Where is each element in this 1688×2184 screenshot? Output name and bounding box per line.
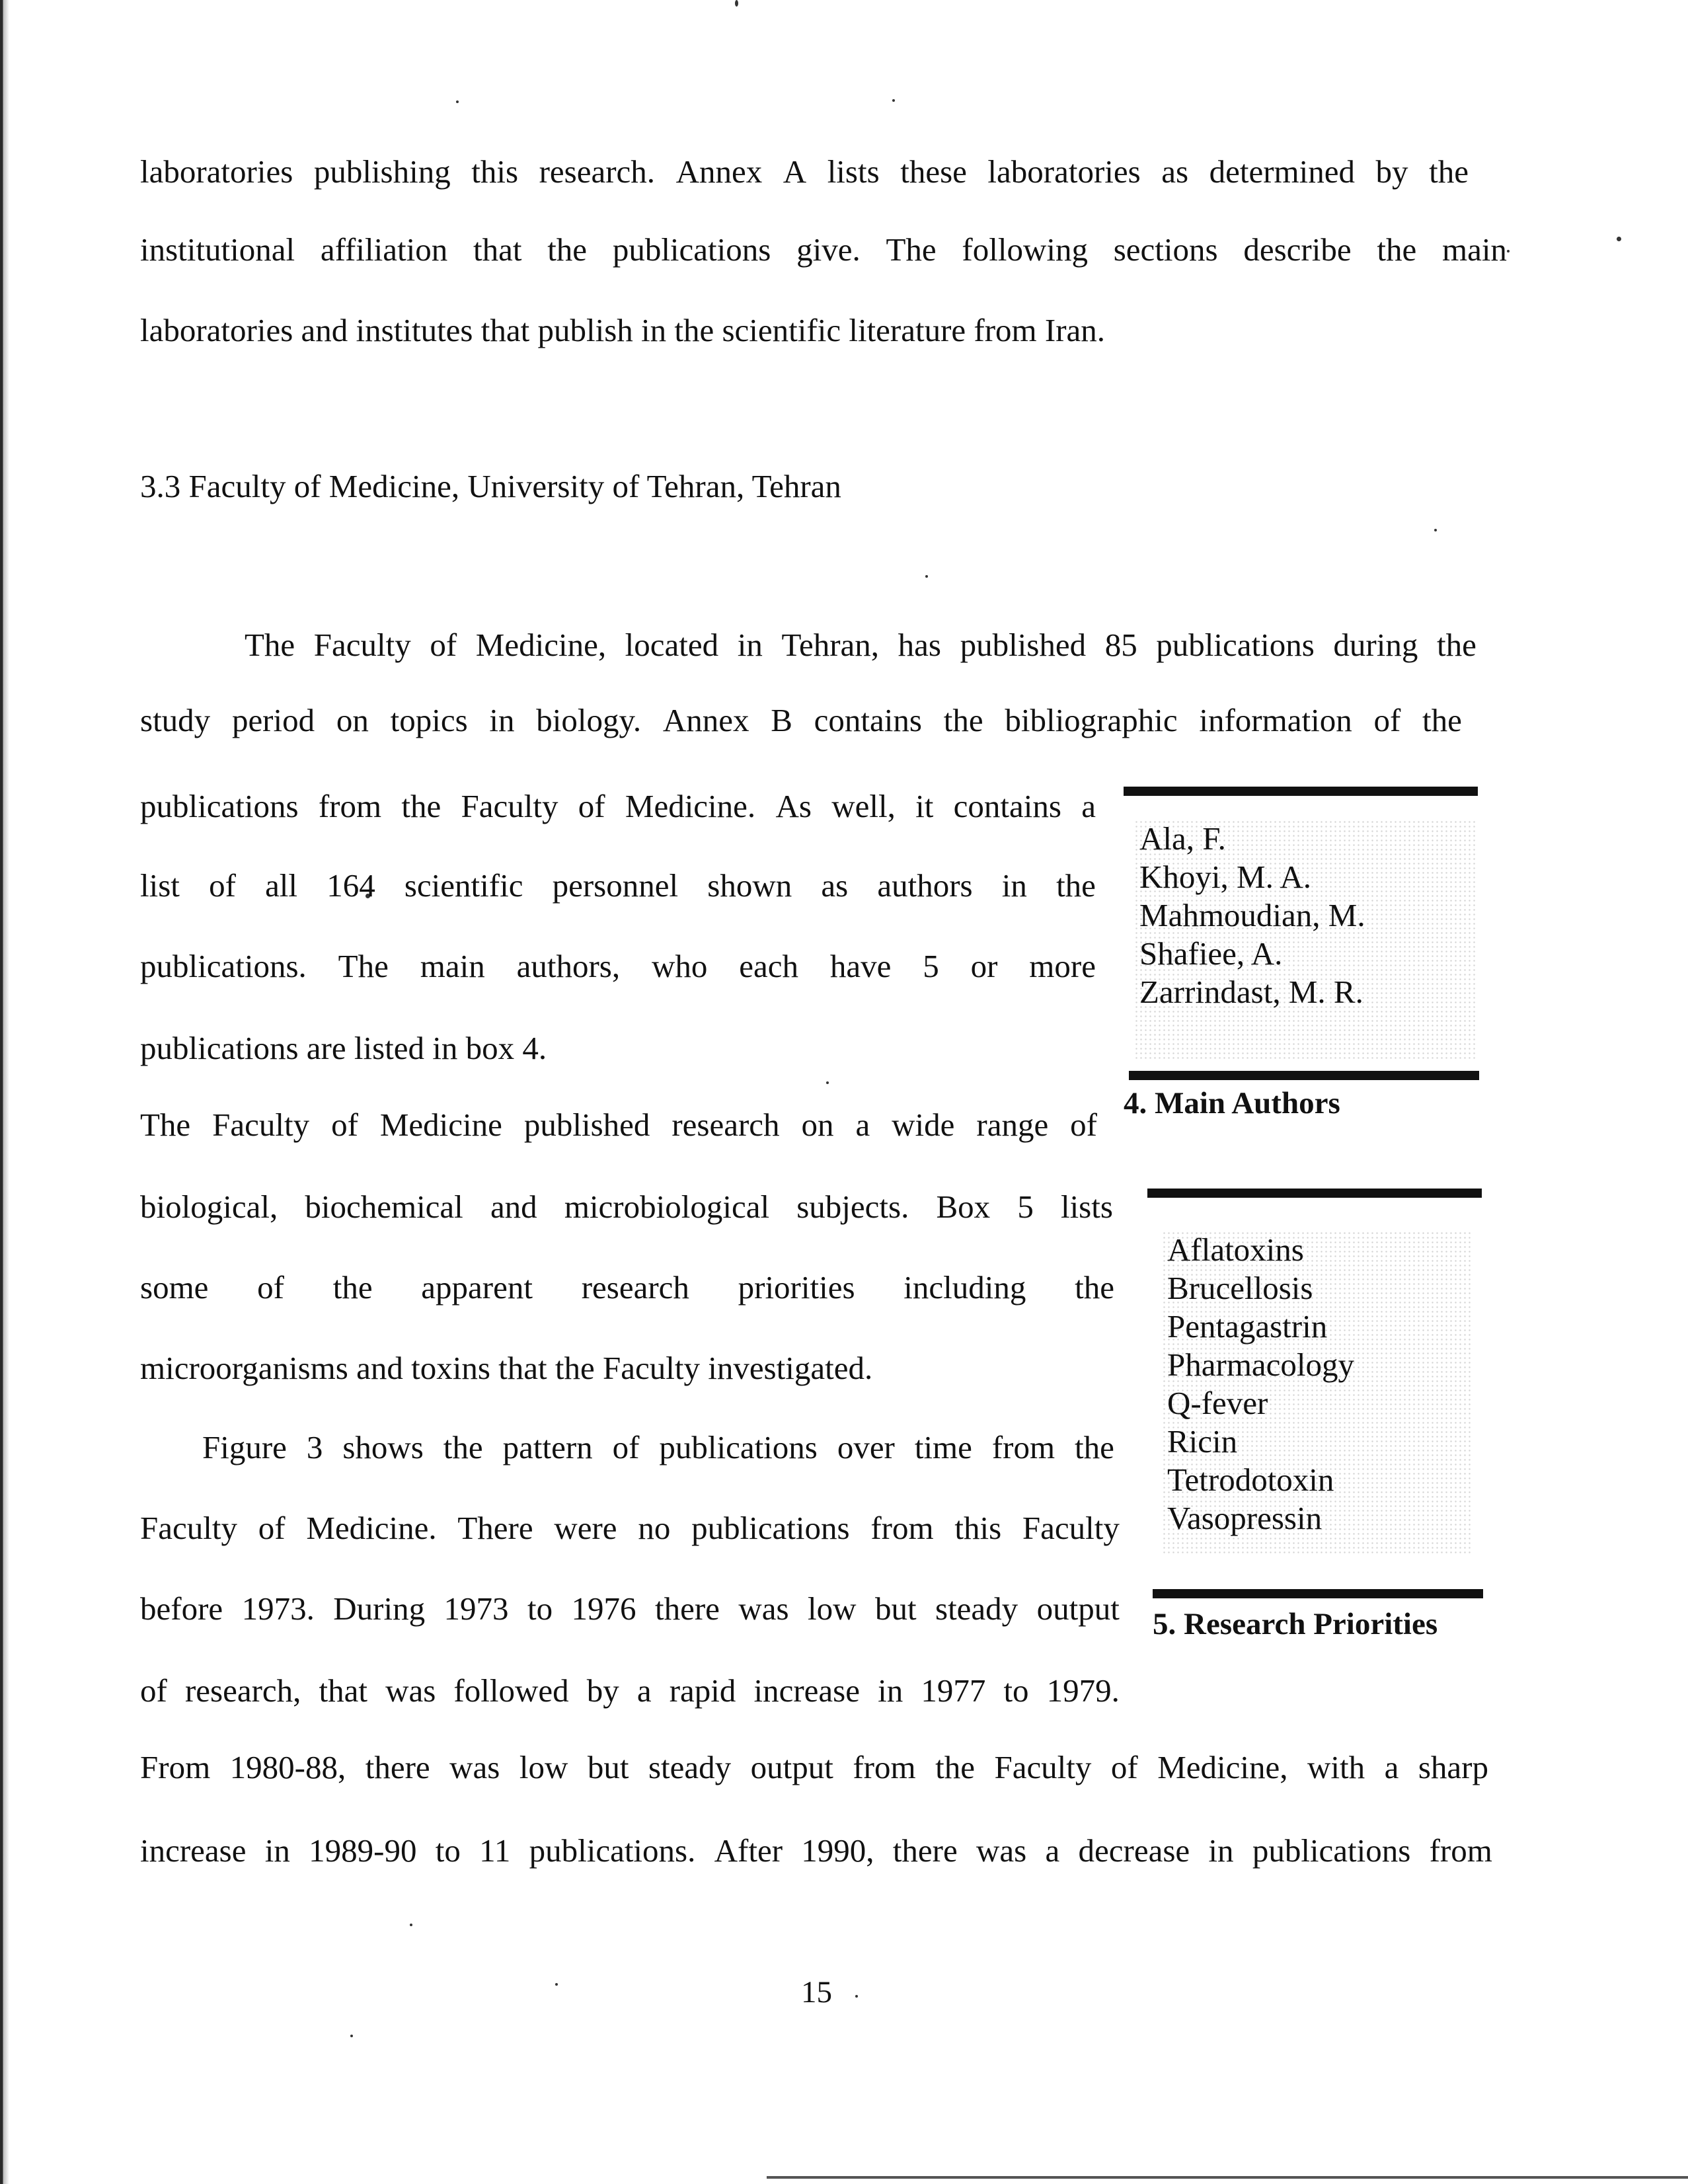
word: as — [821, 867, 849, 904]
word: these — [900, 153, 967, 190]
word: publications. — [529, 1832, 696, 1869]
word: a — [1045, 1832, 1060, 1869]
word: contains — [953, 788, 1061, 824]
word: the — [1436, 627, 1477, 663]
word: the — [332, 1269, 373, 1306]
list-item: Vasopressin — [1167, 1500, 1323, 1536]
word: publications — [612, 231, 771, 268]
word: information — [1199, 702, 1352, 738]
word: priorities — [738, 1269, 855, 1306]
word: research — [671, 1107, 780, 1143]
body-line — [140, 1105, 1097, 1145]
body-line — [140, 1187, 1113, 1227]
word: it — [915, 788, 934, 824]
word: laboratories — [987, 153, 1141, 190]
scan-bottom-edge — [767, 2176, 1688, 2179]
word: output — [1036, 1590, 1120, 1627]
scan-speck — [456, 100, 459, 103]
word: 1979. — [1046, 1672, 1120, 1709]
list-item: Pharmacology — [1167, 1346, 1355, 1383]
word: the — [943, 702, 983, 738]
word: 1980-88, — [229, 1749, 346, 1785]
word: steady — [648, 1749, 732, 1785]
word: but — [874, 1590, 917, 1627]
scan-left-edge — [0, 0, 9, 2184]
body-line: publications are listed in box 4. — [140, 1030, 547, 1066]
word: Annex — [675, 153, 763, 190]
word: Faculty — [1022, 1510, 1120, 1546]
word: of — [331, 1107, 358, 1143]
word: publications — [659, 1429, 818, 1465]
word: of — [578, 788, 605, 824]
word: located — [625, 627, 719, 663]
word: in — [264, 1832, 290, 1869]
word: publications — [691, 1510, 850, 1546]
body-line — [245, 625, 1477, 665]
scan-speck — [1617, 237, 1621, 241]
word: output — [750, 1749, 833, 1785]
list-item: Shafiee, A. — [1139, 935, 1283, 972]
word: main — [420, 948, 485, 984]
word: A — [783, 153, 807, 190]
word: by — [586, 1672, 619, 1709]
word: give. — [796, 231, 861, 268]
word: 1973 — [443, 1590, 509, 1627]
word: was — [385, 1672, 436, 1709]
word: following — [962, 231, 1088, 268]
body-line — [140, 1508, 1120, 1548]
word: biology. — [536, 702, 642, 738]
word: publishing — [313, 153, 451, 190]
word: low — [519, 1749, 568, 1785]
word: study — [140, 702, 211, 738]
word: publications. — [140, 948, 307, 984]
word: from — [853, 1749, 916, 1785]
word: the — [935, 1749, 975, 1785]
word: the — [401, 788, 441, 824]
word: the — [1429, 153, 1469, 190]
scan-speck — [735, 0, 738, 7]
body-line — [140, 866, 1096, 906]
scan-speck — [555, 1983, 558, 1986]
word: to — [527, 1590, 553, 1627]
word: this — [471, 153, 519, 190]
word: to — [435, 1832, 461, 1869]
word: wide — [892, 1107, 955, 1143]
word: There — [457, 1510, 533, 1546]
word: research — [581, 1269, 689, 1306]
word: 1989-90 — [309, 1832, 417, 1869]
word: of — [612, 1429, 640, 1465]
list-item: Tetrodotoxin — [1167, 1462, 1334, 1498]
word: apparent — [421, 1269, 533, 1306]
word: a — [1081, 788, 1096, 824]
word: pattern — [502, 1429, 593, 1465]
body-line — [140, 1268, 1114, 1307]
word: more — [1029, 948, 1096, 984]
word: Faculty — [212, 1107, 310, 1143]
word: decrease — [1078, 1832, 1190, 1869]
word: lists — [1060, 1189, 1113, 1225]
word: authors, — [516, 948, 621, 984]
word: over — [837, 1429, 895, 1465]
box-caption: 4. Main Authors — [1124, 1086, 1340, 1120]
word: who — [651, 948, 708, 984]
word: Annex — [662, 702, 749, 738]
word: subjects. — [796, 1189, 909, 1225]
page-number: 15 — [801, 1975, 832, 2009]
word: the — [1056, 867, 1096, 904]
word: authors — [877, 867, 973, 904]
word: in — [737, 627, 763, 663]
word: The — [338, 948, 389, 984]
word: 11 — [479, 1832, 511, 1869]
scan-speck — [1507, 250, 1510, 253]
word: followed — [453, 1672, 569, 1709]
word: Box — [936, 1189, 991, 1225]
word: during — [1333, 627, 1418, 663]
word: was — [449, 1749, 500, 1785]
box-top-rule — [1147, 1189, 1482, 1198]
box-caption: 5. Research Priorities — [1153, 1607, 1438, 1641]
word: Medicine. — [306, 1510, 437, 1546]
list-item: Ricin — [1167, 1423, 1238, 1460]
body-line: microorganisms and toxins that the Faculty investigated. — [140, 1350, 873, 1386]
word: some — [140, 1269, 209, 1306]
word: topics — [390, 702, 468, 738]
word: with — [1307, 1749, 1365, 1785]
body-line — [202, 1428, 1114, 1467]
word: has — [898, 627, 941, 663]
word: a — [1384, 1749, 1399, 1785]
word: increase — [753, 1672, 860, 1709]
word: 164 — [326, 867, 375, 904]
body-line — [140, 787, 1096, 826]
word: Medicine — [379, 1107, 502, 1143]
word: bibliographic — [1005, 702, 1178, 738]
word: 85 — [1104, 627, 1137, 663]
word: Faculty — [313, 627, 411, 663]
intro-line: laboratories and institutes that publish in the scientific literature from Iran. — [140, 312, 1106, 348]
word: by — [1375, 153, 1408, 190]
word: biochemical — [305, 1189, 463, 1225]
scan-speck — [855, 1995, 858, 1998]
word: was — [976, 1832, 1027, 1869]
word: in — [1001, 867, 1027, 904]
word: from — [991, 1429, 1055, 1465]
word: of — [1373, 702, 1401, 738]
word: biological, — [140, 1189, 278, 1225]
word: as — [1161, 153, 1189, 190]
scan-speck — [410, 1924, 412, 1926]
intro-line — [140, 230, 1507, 270]
word: each — [739, 948, 798, 984]
word: Faculty — [140, 1510, 237, 1546]
word: sharp — [1418, 1749, 1488, 1785]
word: in — [1208, 1832, 1234, 1869]
word: of — [1110, 1749, 1138, 1785]
word: Faculty — [461, 788, 558, 824]
list-item: Zarrindast, M. R. — [1139, 974, 1363, 1010]
word: the — [443, 1429, 483, 1465]
word: describe — [1243, 231, 1352, 268]
word: steady — [935, 1590, 1018, 1627]
word: time — [914, 1429, 972, 1465]
intro-line — [140, 152, 1469, 192]
word: on — [336, 702, 369, 738]
word: in — [489, 702, 515, 738]
word: there — [365, 1749, 430, 1785]
priority-list — [1162, 1231, 1473, 1556]
word: The — [886, 231, 937, 268]
word: determined — [1209, 153, 1356, 190]
word: there — [654, 1590, 720, 1627]
word: the — [547, 231, 588, 268]
author-list — [1134, 820, 1478, 1059]
word: and — [490, 1189, 537, 1225]
word: 1990, — [801, 1832, 874, 1869]
word: The — [245, 627, 295, 663]
word: publications — [140, 788, 299, 824]
word: personnel — [552, 867, 679, 904]
word: Medicine. — [625, 788, 756, 824]
word: no — [638, 1510, 671, 1546]
word: from — [318, 788, 382, 824]
list-item: Ala, F. — [1139, 820, 1226, 857]
word: 5 — [1017, 1189, 1034, 1225]
word: Medicine, — [1157, 1749, 1288, 1785]
word: After — [714, 1832, 783, 1869]
word: the — [1377, 231, 1417, 268]
word: 1977 — [921, 1672, 986, 1709]
list-item: Brucellosis — [1167, 1270, 1313, 1306]
list-item: Aflatoxins — [1167, 1231, 1304, 1268]
word: 5 — [923, 948, 939, 984]
word: Faculty — [994, 1749, 1092, 1785]
word: this — [954, 1510, 1002, 1546]
body-line — [140, 947, 1096, 986]
word: all — [265, 867, 298, 904]
word: or — [970, 948, 998, 984]
list-item: Khoyi, M. A. — [1139, 859, 1312, 895]
word: Medicine, — [475, 627, 607, 663]
word: well, — [831, 788, 896, 824]
word: research. — [539, 153, 656, 190]
word: of — [209, 867, 236, 904]
word: that — [473, 231, 522, 268]
body-line — [140, 1748, 1488, 1787]
word: a — [855, 1107, 870, 1143]
word: a — [636, 1672, 652, 1709]
word: B — [771, 702, 792, 738]
word: The — [140, 1107, 191, 1143]
word: contains — [814, 702, 922, 738]
word: range — [976, 1107, 1049, 1143]
word: from — [1429, 1832, 1492, 1869]
word: rapid — [669, 1672, 736, 1709]
word: list — [140, 867, 180, 904]
word: published — [960, 627, 1087, 663]
word: publications — [1156, 627, 1315, 663]
word: Tehran, — [781, 627, 880, 663]
word: shows — [342, 1429, 424, 1465]
word: were — [554, 1510, 617, 1546]
word: 1976 — [571, 1590, 636, 1627]
box-bottom-rule — [1129, 1071, 1479, 1080]
word: of — [258, 1510, 286, 1546]
word: the — [1422, 702, 1462, 738]
word: low — [808, 1590, 857, 1627]
word: microbiological — [564, 1189, 770, 1225]
word: that — [319, 1672, 367, 1709]
list-item: Mahmoudian, M. — [1139, 897, 1365, 933]
word: shown — [707, 867, 792, 904]
list-item: Q-fever — [1167, 1385, 1268, 1421]
word: sections — [1113, 231, 1218, 268]
word: 3 — [306, 1429, 323, 1465]
word: before — [140, 1590, 223, 1627]
scan-speck — [925, 575, 928, 578]
word: From — [140, 1749, 211, 1785]
word: there — [892, 1832, 958, 1869]
word: including — [903, 1269, 1026, 1306]
box-bottom-rule — [1153, 1589, 1483, 1598]
word: period — [231, 702, 315, 738]
scan-speck — [1434, 529, 1437, 531]
scan-speck — [826, 1081, 829, 1084]
scan-speck — [350, 2035, 353, 2037]
word: the — [1075, 1269, 1114, 1306]
word: laboratories — [140, 153, 293, 190]
word: of — [430, 627, 457, 663]
list-item: Pentagastrin — [1167, 1308, 1328, 1345]
word: have — [829, 948, 892, 984]
word: from — [870, 1510, 934, 1546]
word: affiliation — [320, 231, 448, 268]
section-heading: 3.3 Faculty of Medicine, University of Tehran, Tehran — [140, 468, 841, 504]
word: the — [1075, 1429, 1114, 1465]
body-line — [140, 1589, 1120, 1629]
word: but — [587, 1749, 629, 1785]
word: 1973. — [241, 1590, 315, 1627]
word: to — [1003, 1672, 1029, 1709]
word: scientific — [404, 867, 523, 904]
word: was — [738, 1590, 789, 1627]
body-line — [140, 1831, 1492, 1871]
scan-speck — [892, 99, 895, 102]
word: of — [140, 1672, 167, 1709]
word: on — [801, 1107, 834, 1143]
word: research, — [184, 1672, 301, 1709]
word: Figure — [202, 1429, 287, 1465]
word: institutional — [140, 231, 295, 268]
word: publications — [1252, 1832, 1411, 1869]
word: of — [1070, 1107, 1097, 1143]
word: lists — [827, 153, 880, 190]
word: published — [523, 1107, 650, 1143]
word: main — [1441, 231, 1507, 268]
body-line — [140, 1671, 1120, 1711]
word: During — [333, 1590, 426, 1627]
word: of — [257, 1269, 284, 1306]
word: increase — [140, 1832, 247, 1869]
body-line — [140, 701, 1462, 740]
box-top-rule — [1124, 787, 1478, 796]
word: As — [775, 788, 812, 824]
word: in — [878, 1672, 903, 1709]
